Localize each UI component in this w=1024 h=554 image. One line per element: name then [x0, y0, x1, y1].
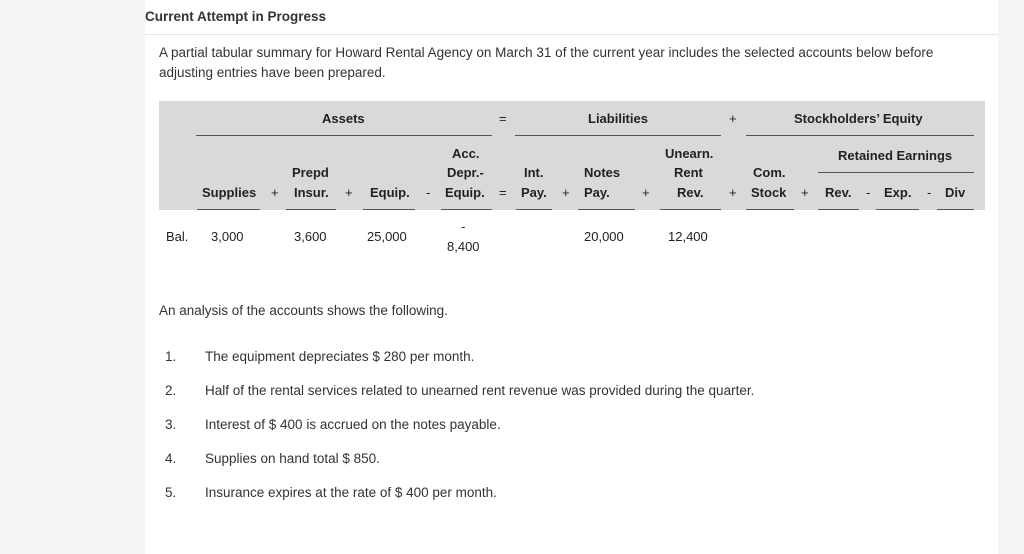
- group-liabilities: Liabilities: [588, 111, 648, 126]
- plus-sign: +: [642, 185, 650, 200]
- col-exp: Exp.: [884, 185, 912, 200]
- col-underline: [197, 209, 260, 210]
- bal-acc-depr-sign: -: [461, 219, 466, 234]
- equals-sign: =: [499, 185, 507, 200]
- col-underline: [876, 209, 919, 210]
- equity-rule: [746, 135, 974, 136]
- assets-rule: [196, 135, 492, 136]
- list-item-number: 1.: [165, 349, 177, 364]
- col-com-stock-1: Com.: [753, 165, 786, 180]
- group-retained-earnings: Retained Earnings: [838, 148, 953, 163]
- list-item-number: 2.: [165, 383, 177, 398]
- col-prepd-insur-2: Insur.: [294, 185, 329, 200]
- col-notes-pay-1: Notes: [584, 165, 621, 180]
- col-equip: Equip.: [370, 185, 410, 200]
- col-int-pay-2: Pay.: [521, 185, 547, 200]
- equals-sign: =: [499, 111, 507, 126]
- col-underline: [441, 209, 492, 210]
- bal-supplies: 3,000: [211, 229, 244, 244]
- col-underline: [286, 209, 336, 210]
- col-acc-depr-2: Depr.-: [447, 165, 484, 180]
- problem-intro: A partial tabular summary for Howard Rental Agency on March 31 of the current year includes the selected accounts below before adjusting entries have been prepared.: [159, 45, 934, 80]
- list-item-number: 4.: [165, 451, 177, 466]
- col-div: Div: [945, 185, 966, 200]
- retained-rule: [818, 172, 974, 173]
- list-item-number: 3.: [165, 417, 177, 432]
- balance-label: Bal.: [166, 229, 189, 244]
- plus-sign: +: [729, 111, 737, 126]
- group-assets: Assets: [322, 111, 365, 126]
- page-title: Current Attempt in Progress: [145, 9, 327, 24]
- minus-sign: -: [866, 185, 871, 200]
- bal-equip: 25,000: [367, 229, 407, 244]
- col-unearn-rev-2: Rent: [674, 165, 703, 180]
- col-prepd-insur-1: Prepd: [292, 165, 329, 180]
- list-item-text: Half of the rental services related to unearned rent revenue was provided during the quarter.: [205, 383, 755, 398]
- plus-sign: +: [729, 185, 737, 200]
- divider: [145, 34, 998, 35]
- analysis-intro: An analysis of the accounts shows the following.: [159, 303, 448, 318]
- content-panel: [145, 0, 998, 554]
- plus-sign: +: [345, 185, 353, 200]
- col-unearn-rev-1: Unearn.: [665, 146, 714, 161]
- col-underline: [660, 209, 721, 210]
- col-rev: Rev.: [825, 185, 852, 200]
- col-notes-pay-2: Pay.: [584, 185, 610, 200]
- col-acc-depr-3: Equip.: [445, 185, 485, 200]
- list-item-number: 5.: [165, 485, 177, 500]
- list-item-text: Insurance expires at the rate of $ 400 per month.: [205, 485, 497, 500]
- col-acc-depr-1: Acc.: [452, 146, 480, 161]
- minus-sign: -: [927, 185, 932, 200]
- col-underline: [818, 209, 859, 210]
- group-equity: Stockholders’ Equity: [794, 111, 923, 126]
- list-item-text: Supplies on hand total $ 850.: [205, 451, 380, 466]
- bal-prepd-insur: 3,600: [294, 229, 327, 244]
- list-item-text: Interest of $ 400 is accrued on the notes payable.: [205, 417, 501, 432]
- plus-sign: +: [271, 185, 279, 200]
- bal-notes-pay: 20,000: [584, 229, 624, 244]
- col-int-pay-1: Int.: [524, 165, 544, 180]
- col-underline: [578, 209, 635, 210]
- bal-unearn-rev: 12,400: [668, 229, 708, 244]
- minus-sign: -: [426, 185, 431, 200]
- col-underline: [516, 209, 552, 210]
- col-underline: [363, 209, 415, 210]
- plus-sign: +: [562, 185, 570, 200]
- col-underline: [937, 209, 974, 210]
- col-unearn-rev-3: Rev.: [677, 185, 704, 200]
- liabilities-rule: [515, 135, 721, 136]
- plus-sign: +: [801, 185, 809, 200]
- col-com-stock-2: Stock: [751, 185, 787, 200]
- col-underline: [746, 209, 794, 210]
- list-item-text: The equipment depreciates $ 280 per month.: [205, 349, 475, 364]
- col-supplies: Supplies: [202, 185, 257, 200]
- bal-acc-depr: 8,400: [447, 239, 480, 254]
